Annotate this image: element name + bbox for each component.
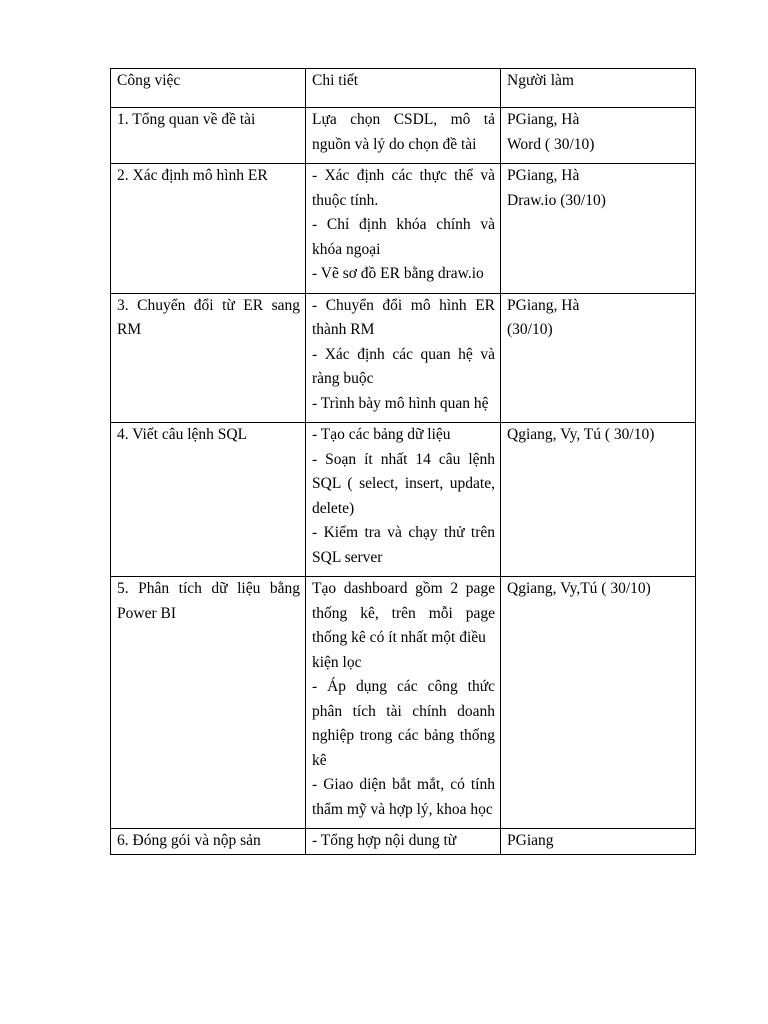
task-cell: 5. Phân tích dữ liệu bằng Power BI	[111, 577, 306, 829]
assignee-line: PGiang, Hà	[507, 111, 580, 128]
detail-line: - Trình bày mô hình quan hệ	[312, 394, 489, 412]
detail-line: - Tạo các bảng dữ liệu	[312, 426, 451, 443]
header-cell-task: Công việc	[111, 69, 306, 108]
detail-line: - Soạn ít nhất 14 câu lệnh SQL ( select, insert, update, delete)	[312, 450, 495, 517]
detail-line: Lựa chọn CSDL, mô tả nguồn và lý do chọn đề tài	[312, 111, 495, 153]
table-row	[111, 423, 696, 577]
detail-line: - Chỉ định khóa chính và khóa ngoại	[312, 216, 495, 258]
assignee-line: PGiang, Hà	[507, 167, 580, 184]
table-row	[111, 164, 696, 294]
detail-line: - Xác định các thực thể và thuộc tính.	[312, 167, 495, 209]
details-cell	[306, 164, 501, 294]
details-cell	[306, 577, 501, 829]
assignee-cell	[501, 577, 696, 829]
assignee-line: Qgiang, Vy,Tú ( 30/10)	[507, 580, 651, 597]
task-cell: 3. Chuyển đổi từ ER sang RM	[111, 293, 306, 423]
task-cell: 4. Viết câu lệnh SQL	[111, 423, 306, 577]
detail-line: - Tổng hợp nội dung từ	[312, 832, 457, 849]
detail-line: - Vẽ sơ đồ ER bằng draw.io	[312, 265, 484, 282]
task-cell: 2. Xác định mô hình ER	[111, 164, 306, 294]
detail-line: - Kiểm tra và chạy thử trên SQL server	[312, 524, 495, 566]
task-cell: 1. Tổng quan về đề tài	[111, 108, 306, 164]
assignee-line: Word ( 30/10)	[507, 135, 595, 153]
detail-line: Tạo dashboard gồm 2 page thống kê, trên mỗi page thống kê có ít nhất một điều	[312, 580, 495, 646]
assignee-cell	[501, 164, 696, 294]
table-row	[111, 108, 696, 164]
detail-line: kiện lọc	[312, 653, 362, 671]
header-cell-details: Chi tiết	[306, 69, 501, 108]
assignee-cell	[501, 108, 696, 164]
assignee-line: PGiang, Hà	[507, 296, 580, 314]
assignee-cell	[501, 423, 696, 577]
details-cell	[306, 108, 501, 164]
assignee-cell	[501, 829, 696, 855]
table-row	[111, 293, 696, 423]
details-cell	[306, 423, 501, 577]
task-cell: 6. Đóng gói và nộp sản	[111, 829, 306, 855]
table-header-row	[111, 69, 696, 108]
details-cell	[306, 829, 501, 855]
assignee-line: PGiang	[507, 832, 554, 849]
detail-line: - Giao diện bắt mắt, có tính thẩm mỹ và hợp lý, khoa học	[312, 776, 495, 818]
assignee-line: Draw.io (30/10)	[507, 191, 606, 209]
task-assignment-table	[110, 68, 696, 855]
details-cell	[306, 293, 501, 423]
detail-line: - Áp dụng các công thức phân tích tài chính doanh nghiệp trong các bảng thống kê	[312, 678, 495, 769]
detail-line: - Xác định các quan hệ và ràng buộc	[312, 345, 495, 387]
assignee-cell	[501, 293, 696, 423]
assignee-line: (30/10)	[507, 321, 553, 338]
detail-line: - Chuyển đổi mô hình ER thành RM	[312, 296, 495, 338]
table-row	[111, 829, 696, 855]
header-cell-assignee: Người làm	[501, 69, 696, 108]
assignee-line: Qgiang, Vy, Tú ( 30/10)	[507, 426, 655, 443]
table-row	[111, 577, 696, 829]
